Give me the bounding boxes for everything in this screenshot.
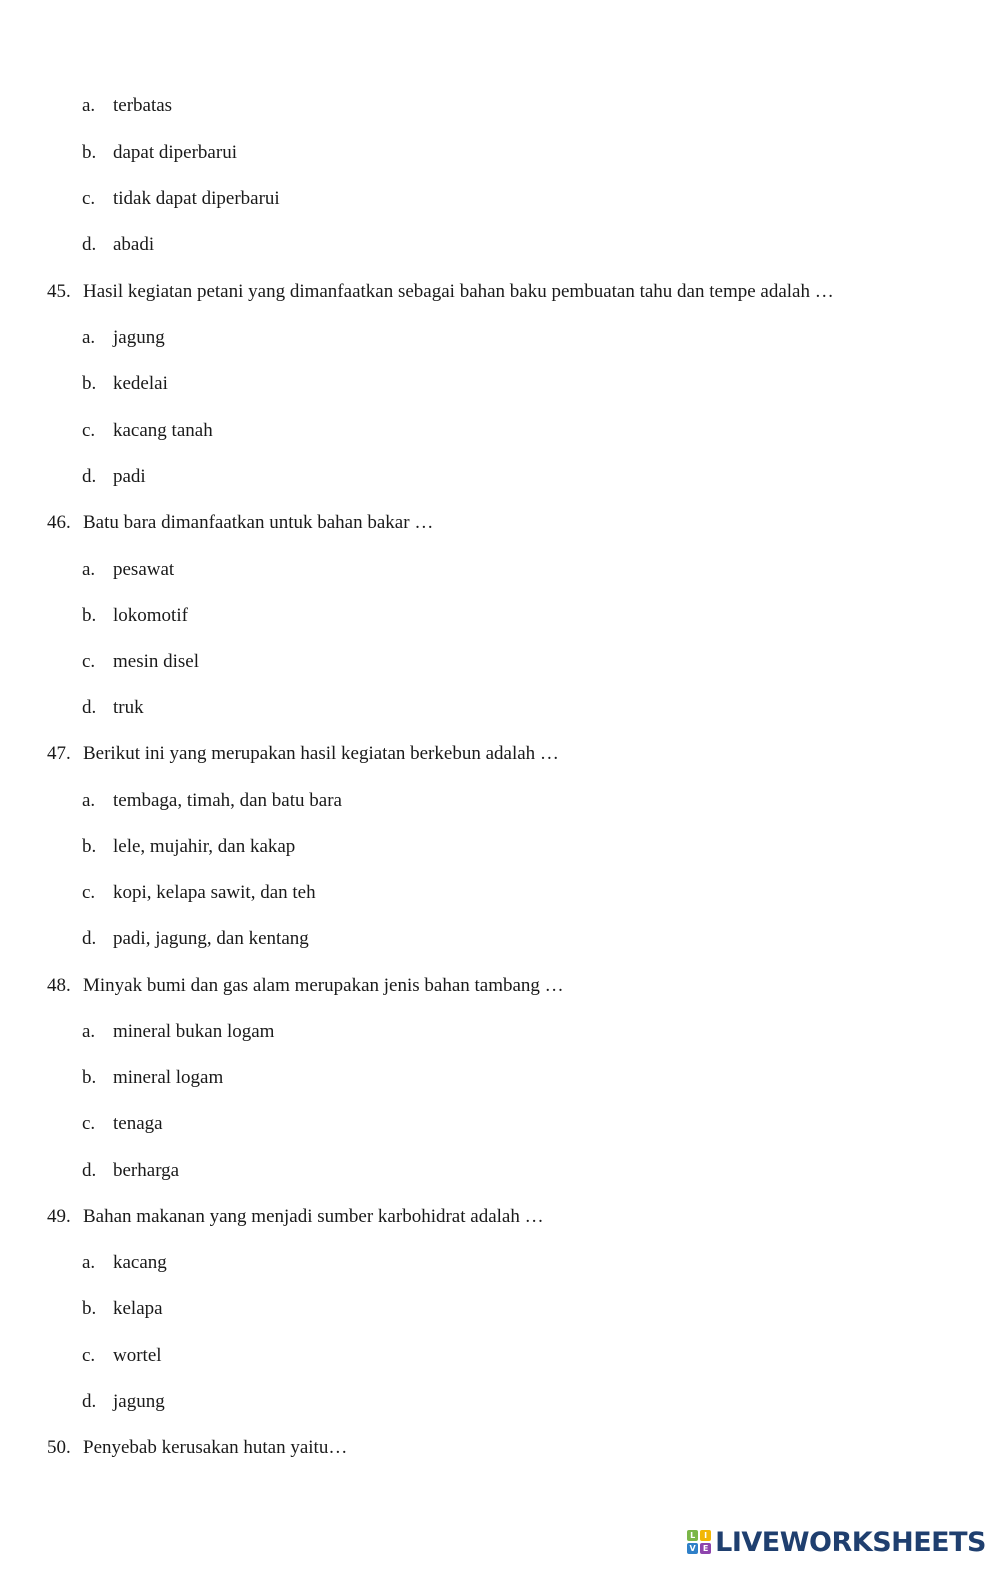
option-text: kedelai bbox=[113, 373, 168, 394]
question-number: 46. bbox=[47, 512, 71, 533]
option-letter: c. bbox=[82, 1113, 96, 1134]
option-letter: d. bbox=[82, 697, 97, 718]
option-letter: b. bbox=[82, 1067, 97, 1088]
option-letter: b. bbox=[82, 373, 97, 394]
option-letter: c. bbox=[82, 651, 96, 672]
option-text: padi bbox=[113, 466, 146, 487]
option-text: truk bbox=[113, 697, 144, 718]
question-text: Bahan makanan yang menjadi sumber karbohidrat adalah … bbox=[83, 1206, 544, 1227]
question-number: 48. bbox=[47, 975, 71, 996]
option-text: kacang bbox=[113, 1252, 167, 1273]
question-number: 50. bbox=[47, 1437, 71, 1458]
option-letter: d. bbox=[82, 234, 97, 255]
option-letter: d. bbox=[82, 928, 97, 949]
liveworksheets-logo bbox=[687, 1527, 986, 1557]
option-letter: a. bbox=[82, 1252, 96, 1273]
option-text: mineral bukan logam bbox=[113, 1021, 275, 1042]
option-letter: b. bbox=[82, 836, 97, 857]
option-letter: c. bbox=[82, 1345, 96, 1366]
liveworksheets-logo-icon bbox=[687, 1530, 711, 1554]
question-text: Penyebab kerusakan hutan yaitu… bbox=[83, 1437, 348, 1458]
logo-tile-e: E bbox=[700, 1543, 711, 1554]
question-number: 49. bbox=[47, 1206, 71, 1227]
option-text: jagung bbox=[113, 1391, 165, 1412]
option-text: padi, jagung, dan kentang bbox=[113, 928, 309, 949]
option-letter: a. bbox=[82, 559, 96, 580]
question-text: Berikut ini yang merupakan hasil kegiatan berkebun adalah … bbox=[83, 743, 559, 764]
question-text: Hasil kegiatan petani yang dimanfaatkan sebagai bahan baku pembuatan tahu dan tempe adalah … bbox=[83, 281, 834, 302]
option-letter: a. bbox=[82, 1021, 96, 1042]
option-text: mineral logam bbox=[113, 1067, 224, 1088]
logo-tile-v: V bbox=[687, 1543, 698, 1554]
option-letter: a. bbox=[82, 95, 96, 116]
option-text: jagung bbox=[113, 327, 165, 348]
option-letter: a. bbox=[82, 327, 96, 348]
option-text: abadi bbox=[113, 234, 155, 255]
option-letter: d. bbox=[82, 1160, 97, 1181]
logo-tile-i: I bbox=[700, 1530, 711, 1541]
option-letter: d. bbox=[82, 466, 97, 487]
option-text: kacang tanah bbox=[113, 420, 213, 441]
option-text: terbatas bbox=[113, 95, 173, 116]
option-letter: b. bbox=[82, 142, 97, 163]
option-text: kelapa bbox=[113, 1298, 163, 1319]
question-text: Minyak bumi dan gas alam merupakan jenis bahan tambang … bbox=[83, 975, 564, 996]
option-text: lele, mujahir, dan kakap bbox=[113, 836, 296, 857]
option-text: tidak dapat diperbarui bbox=[113, 188, 280, 209]
option-text: kopi, kelapa sawit, dan teh bbox=[113, 882, 316, 903]
option-text: mesin disel bbox=[113, 651, 200, 672]
option-text: tenaga bbox=[113, 1113, 163, 1134]
option-text: dapat diperbarui bbox=[113, 142, 237, 163]
option-letter: a. bbox=[82, 790, 96, 811]
option-text: berharga bbox=[113, 1160, 180, 1181]
question-number: 45. bbox=[47, 281, 71, 302]
brand-name: LIVEWORKSHEETS bbox=[715, 1526, 986, 1558]
option-letter: b. bbox=[82, 605, 97, 626]
option-letter: c. bbox=[82, 420, 96, 441]
option-text: pesawat bbox=[113, 559, 175, 580]
option-letter: d. bbox=[82, 1391, 97, 1412]
option-text: lokomotif bbox=[113, 605, 188, 626]
question-text: Batu bara dimanfaatkan untuk bahan bakar … bbox=[83, 512, 434, 533]
option-text: tembaga, timah, dan batu bara bbox=[113, 790, 342, 811]
option-letter: c. bbox=[82, 882, 96, 903]
option-letter: c. bbox=[82, 188, 96, 209]
logo-tile-l: L bbox=[687, 1530, 698, 1541]
option-text: wortel bbox=[113, 1345, 162, 1366]
option-letter: b. bbox=[82, 1298, 97, 1319]
question-number: 47. bbox=[47, 743, 71, 764]
